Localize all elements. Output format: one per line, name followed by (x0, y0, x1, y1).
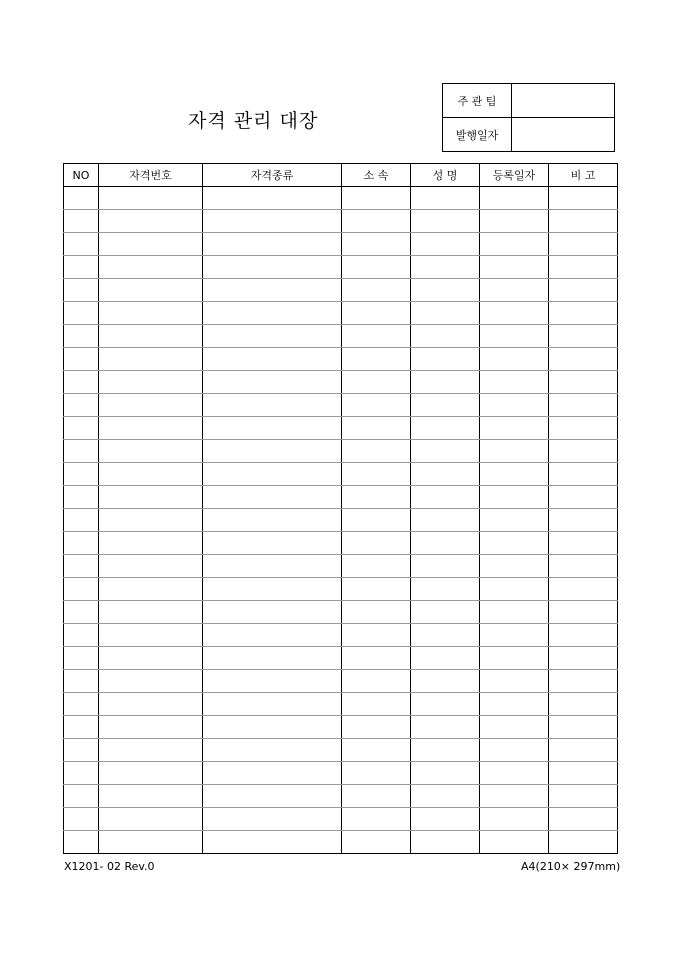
table-cell[interactable] (203, 693, 342, 716)
table-cell[interactable] (203, 302, 342, 325)
col-header-remarks: 비 고 (549, 164, 618, 187)
department-label: 주 관 팀 (443, 84, 512, 118)
table-cell[interactable] (342, 394, 411, 417)
table-cell[interactable] (549, 279, 618, 302)
table-cell[interactable] (549, 509, 618, 532)
table-row (64, 739, 618, 762)
table-cell[interactable] (549, 187, 618, 210)
table-cell[interactable] (480, 555, 549, 578)
table-cell[interactable] (411, 394, 480, 417)
table-row (64, 394, 618, 417)
table-cell[interactable] (480, 440, 549, 463)
table-cell[interactable] (480, 233, 549, 256)
table-cell[interactable] (203, 440, 342, 463)
table-cell[interactable] (99, 716, 203, 739)
table-cell[interactable] (64, 187, 99, 210)
table-cell[interactable] (64, 831, 99, 854)
table-cell[interactable] (411, 670, 480, 693)
table-row (64, 762, 618, 785)
table-cell[interactable] (549, 394, 618, 417)
table-cell[interactable] (549, 555, 618, 578)
table-row (64, 486, 618, 509)
table-row (64, 463, 618, 486)
table-cell[interactable] (480, 601, 549, 624)
table-cell[interactable] (203, 555, 342, 578)
table-cell[interactable] (99, 486, 203, 509)
table-row (64, 302, 618, 325)
table-cell[interactable] (549, 371, 618, 394)
col-header-qualification-number: 자격번호 (99, 164, 203, 187)
table-cell[interactable] (480, 532, 549, 555)
table-cell[interactable] (203, 210, 342, 233)
table-row (64, 532, 618, 555)
table-cell[interactable] (64, 233, 99, 256)
table-cell[interactable] (411, 325, 480, 348)
table-cell[interactable] (64, 693, 99, 716)
table-cell[interactable] (203, 578, 342, 601)
table-cell[interactable] (480, 624, 549, 647)
table-cell[interactable] (99, 509, 203, 532)
table-cell[interactable] (203, 371, 342, 394)
qualification-ledger-table (63, 163, 618, 854)
table-cell[interactable] (411, 233, 480, 256)
table-cell[interactable] (480, 348, 549, 371)
table-cell[interactable] (411, 693, 480, 716)
table-header-row (64, 164, 618, 187)
table-cell[interactable] (480, 210, 549, 233)
table-cell[interactable] (480, 578, 549, 601)
table-cell[interactable] (64, 394, 99, 417)
table-cell[interactable] (342, 578, 411, 601)
table-row (64, 348, 618, 371)
table-cell[interactable] (64, 417, 99, 440)
table-cell[interactable] (480, 716, 549, 739)
table-cell[interactable] (99, 808, 203, 831)
table-cell[interactable] (480, 693, 549, 716)
table-cell[interactable] (99, 831, 203, 854)
table-cell[interactable] (549, 578, 618, 601)
col-header-qualification-type: 자격종류 (203, 164, 342, 187)
table-cell[interactable] (203, 463, 342, 486)
table-cell[interactable] (203, 417, 342, 440)
table-cell[interactable] (203, 624, 342, 647)
table-cell[interactable] (411, 601, 480, 624)
table-cell[interactable] (411, 808, 480, 831)
table-cell[interactable] (64, 279, 99, 302)
table-cell[interactable] (411, 463, 480, 486)
table-row (64, 693, 618, 716)
table-cell[interactable] (549, 762, 618, 785)
table-cell[interactable] (342, 509, 411, 532)
table-cell[interactable] (342, 279, 411, 302)
table-cell[interactable] (99, 624, 203, 647)
table-row (64, 785, 618, 808)
table-cell[interactable] (203, 256, 342, 279)
table-cell[interactable] (411, 417, 480, 440)
table-cell[interactable] (480, 187, 549, 210)
form-code: X1201- 02 Rev.0 (64, 860, 155, 873)
table-cell[interactable] (549, 670, 618, 693)
table-cell[interactable] (411, 532, 480, 555)
table-cell[interactable] (99, 325, 203, 348)
table-row (64, 371, 618, 394)
table-cell[interactable] (342, 233, 411, 256)
table-cell[interactable] (342, 647, 411, 670)
table-cell[interactable] (480, 279, 549, 302)
table-cell[interactable] (342, 440, 411, 463)
table-row (64, 187, 618, 210)
department-field[interactable] (512, 84, 615, 118)
table-cell[interactable] (549, 417, 618, 440)
table-cell[interactable] (64, 348, 99, 371)
table-row (64, 233, 618, 256)
table-cell[interactable] (203, 233, 342, 256)
table-row (64, 256, 618, 279)
table-cell[interactable] (64, 716, 99, 739)
table-cell[interactable] (549, 831, 618, 854)
table-cell[interactable] (64, 739, 99, 762)
table-cell[interactable] (549, 348, 618, 371)
table-cell[interactable] (549, 463, 618, 486)
table-cell[interactable] (64, 371, 99, 394)
table-cell[interactable] (342, 762, 411, 785)
table-cell[interactable] (64, 463, 99, 486)
table-row (64, 509, 618, 532)
table-cell[interactable] (203, 762, 342, 785)
table-row (64, 210, 618, 233)
table-cell[interactable] (342, 716, 411, 739)
table-cell[interactable] (203, 739, 342, 762)
table-cell[interactable] (342, 371, 411, 394)
table-cell[interactable] (342, 785, 411, 808)
table-cell[interactable] (99, 555, 203, 578)
table-cell[interactable] (549, 601, 618, 624)
table-row (64, 279, 618, 302)
table-cell[interactable] (64, 532, 99, 555)
table-cell[interactable] (342, 348, 411, 371)
table-cell[interactable] (342, 486, 411, 509)
table-cell[interactable] (342, 302, 411, 325)
table-cell[interactable] (411, 440, 480, 463)
form-title: 자격 관리 대장 (188, 110, 319, 132)
table-cell[interactable] (480, 394, 549, 417)
table-cell[interactable] (411, 578, 480, 601)
table-cell[interactable] (480, 739, 549, 762)
table-cell[interactable] (203, 670, 342, 693)
table-cell[interactable] (64, 509, 99, 532)
table-cell[interactable] (411, 647, 480, 670)
table-body (64, 187, 618, 854)
issue-date-label: 발행일자 (443, 118, 512, 152)
table-cell[interactable] (203, 785, 342, 808)
table-cell[interactable] (480, 647, 549, 670)
table-cell[interactable] (99, 233, 203, 256)
table-cell[interactable] (64, 762, 99, 785)
table-cell[interactable] (342, 210, 411, 233)
table-cell[interactable] (99, 371, 203, 394)
table-cell[interactable] (411, 187, 480, 210)
table-cell[interactable] (411, 371, 480, 394)
table-cell[interactable] (480, 670, 549, 693)
table-cell[interactable] (549, 624, 618, 647)
table-cell[interactable] (342, 325, 411, 348)
paper-size: A4(210× 297mm) (521, 860, 621, 873)
table-row (64, 555, 618, 578)
table-cell[interactable] (411, 348, 480, 371)
table-cell[interactable] (99, 463, 203, 486)
table-cell[interactable] (203, 509, 342, 532)
table-cell[interactable] (480, 371, 549, 394)
table-row (64, 647, 618, 670)
table-cell[interactable] (549, 532, 618, 555)
table-cell[interactable] (411, 624, 480, 647)
table-cell[interactable] (64, 210, 99, 233)
table-cell[interactable] (411, 509, 480, 532)
issue-date-field[interactable] (512, 118, 615, 152)
table-cell[interactable] (64, 785, 99, 808)
table-cell[interactable] (549, 440, 618, 463)
table-cell[interactable] (549, 785, 618, 808)
table-cell[interactable] (480, 417, 549, 440)
table-cell[interactable] (64, 325, 99, 348)
col-header-affiliation: 소 속 (342, 164, 411, 187)
table-cell[interactable] (99, 693, 203, 716)
table-cell[interactable] (99, 187, 203, 210)
table-cell[interactable] (203, 394, 342, 417)
table-cell[interactable] (549, 486, 618, 509)
table-cell[interactable] (342, 601, 411, 624)
table-cell[interactable] (342, 739, 411, 762)
table-cell[interactable] (99, 647, 203, 670)
table-cell[interactable] (549, 302, 618, 325)
table-cell[interactable] (342, 187, 411, 210)
table-cell[interactable] (99, 256, 203, 279)
table-cell[interactable] (411, 256, 480, 279)
table-cell[interactable] (480, 256, 549, 279)
table-cell[interactable] (64, 808, 99, 831)
table-cell[interactable] (99, 417, 203, 440)
table-cell[interactable] (203, 279, 342, 302)
table-cell[interactable] (342, 808, 411, 831)
table-cell[interactable] (549, 233, 618, 256)
table-cell[interactable] (203, 486, 342, 509)
table-row (64, 670, 618, 693)
table-row (64, 624, 618, 647)
col-header-name: 성 명 (411, 164, 480, 187)
table-cell[interactable] (203, 647, 342, 670)
table-row (64, 716, 618, 739)
table-cell[interactable] (203, 325, 342, 348)
table-cell[interactable] (342, 417, 411, 440)
col-header-registration-date: 등록일자 (480, 164, 549, 187)
table-cell[interactable] (342, 624, 411, 647)
table-cell[interactable] (549, 210, 618, 233)
table-cell[interactable] (480, 785, 549, 808)
table-row (64, 578, 618, 601)
table-cell[interactable] (203, 831, 342, 854)
table-cell[interactable] (64, 624, 99, 647)
table-cell[interactable] (342, 532, 411, 555)
table-cell[interactable] (549, 808, 618, 831)
table-cell[interactable] (99, 762, 203, 785)
table-cell[interactable] (99, 578, 203, 601)
table-cell[interactable] (99, 670, 203, 693)
table-cell[interactable] (411, 785, 480, 808)
table-row (64, 440, 618, 463)
table-cell[interactable] (480, 463, 549, 486)
table-row (64, 601, 618, 624)
table-cell[interactable] (549, 647, 618, 670)
table-cell[interactable] (99, 785, 203, 808)
table-cell[interactable] (411, 279, 480, 302)
table-row (64, 831, 618, 854)
table-cell[interactable] (411, 555, 480, 578)
table-cell[interactable] (549, 693, 618, 716)
table-cell[interactable] (342, 555, 411, 578)
table-cell[interactable] (99, 348, 203, 371)
table-cell[interactable] (549, 739, 618, 762)
table-cell[interactable] (411, 739, 480, 762)
table-cell[interactable] (64, 302, 99, 325)
table-cell[interactable] (99, 440, 203, 463)
table-cell[interactable] (480, 486, 549, 509)
table-cell[interactable] (99, 279, 203, 302)
table-cell[interactable] (411, 302, 480, 325)
table-cell[interactable] (411, 716, 480, 739)
table-cell[interactable] (549, 325, 618, 348)
table-cell[interactable] (99, 739, 203, 762)
table-cell[interactable] (64, 486, 99, 509)
table-cell[interactable] (480, 808, 549, 831)
table-cell[interactable] (64, 601, 99, 624)
table-cell[interactable] (342, 670, 411, 693)
table-cell[interactable] (549, 256, 618, 279)
table-cell[interactable] (480, 509, 549, 532)
table-row (64, 325, 618, 348)
table-cell[interactable] (64, 440, 99, 463)
table-cell[interactable] (549, 716, 618, 739)
table-cell[interactable] (342, 693, 411, 716)
table-cell[interactable] (99, 532, 203, 555)
table-cell[interactable] (480, 762, 549, 785)
table-cell[interactable] (342, 831, 411, 854)
table-cell[interactable] (203, 187, 342, 210)
table-cell[interactable] (99, 394, 203, 417)
table-cell[interactable] (411, 762, 480, 785)
table-cell[interactable] (203, 716, 342, 739)
table-row (64, 808, 618, 831)
table-cell[interactable] (99, 302, 203, 325)
table-cell[interactable] (342, 463, 411, 486)
table-cell[interactable] (99, 210, 203, 233)
table-cell[interactable] (411, 831, 480, 854)
col-header-no: NO (64, 164, 99, 187)
table-cell[interactable] (64, 670, 99, 693)
table-cell[interactable] (64, 578, 99, 601)
table-row (64, 417, 618, 440)
table-cell[interactable] (480, 325, 549, 348)
table-cell[interactable] (203, 348, 342, 371)
table-cell[interactable] (480, 831, 549, 854)
approval-box (442, 83, 615, 152)
table-cell[interactable] (203, 532, 342, 555)
table-cell[interactable] (411, 210, 480, 233)
table-cell[interactable] (342, 256, 411, 279)
table-cell[interactable] (64, 555, 99, 578)
table-cell[interactable] (203, 808, 342, 831)
table-cell[interactable] (99, 601, 203, 624)
table-cell[interactable] (480, 302, 549, 325)
table-cell[interactable] (203, 601, 342, 624)
table-cell[interactable] (411, 486, 480, 509)
table-cell[interactable] (64, 647, 99, 670)
table-cell[interactable] (64, 256, 99, 279)
